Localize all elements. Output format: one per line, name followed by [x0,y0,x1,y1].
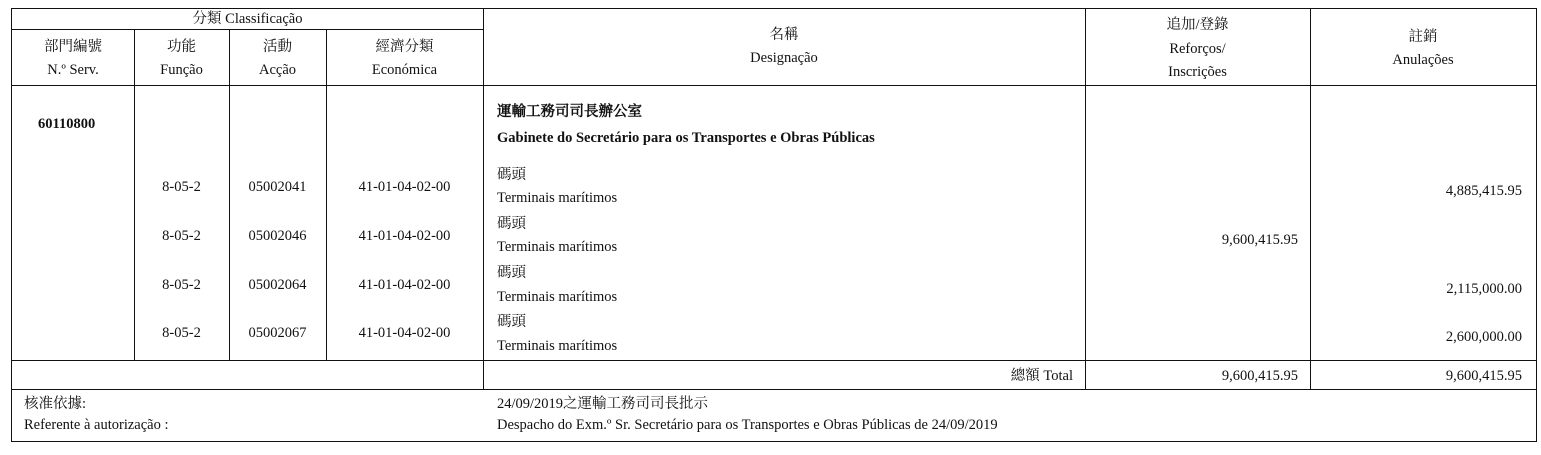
row-name-zh: 碼頭 [497,216,526,232]
row-name-zh: 碼頭 [497,265,526,281]
header-reforcos-pt2: Inscrições [1168,64,1227,80]
header-anulacoes-zh: 註銷 [1408,29,1438,45]
footer-text-zh: 24/09/2019之運輸工務司司長批示 [497,396,709,412]
footer-label-zh: 核准依據: [24,396,87,412]
row-reforcos: 9,600,415.95 [1221,232,1298,248]
rule-footer-top [12,389,1536,390]
rule-header-bottom [12,85,1536,86]
row-economica: 41-01-04-02-00 [358,228,451,244]
row-anulacoes: 2,600,000.00 [1445,329,1522,345]
rule-total-top [12,360,1536,361]
row-anulacoes: 2,115,000.00 [1446,281,1522,297]
row-accao: 05002064 [248,277,307,293]
total-anulacoes: 9,600,415.95 [1445,368,1522,384]
row-accao: 05002046 [248,228,307,244]
header-reforcos-pt1: Reforços/ [1169,41,1226,57]
header-designacao-zh: 名稱 [769,27,799,43]
row-anulacoes: 4,885,415.95 [1445,183,1522,199]
rule-classificacao [12,29,483,30]
header-serv-pt: N.º Serv. [47,62,99,78]
row-accao: 05002041 [248,179,307,195]
header-funcao-pt: Função [160,62,203,78]
entity-serv: 60110800 [38,116,96,132]
row-economica: 41-01-04-02-00 [358,179,451,195]
header-serv-zh: 部門編號 [44,39,102,55]
header-funcao-zh: 功能 [167,39,196,55]
row-funcao: 8-05-2 [162,179,201,195]
header-classificacao: 分類 Classificação [192,11,303,27]
row-name-pt: Terminais marítimos [497,338,618,354]
footer-text-pt: Despacho do Exm.º Sr. Secretário para os Transportes e Obras Públicas de 24/09/2019 [497,417,998,433]
header-anulacoes-pt: Anulações [1392,52,1454,68]
row-name-zh: 碼頭 [497,314,526,330]
header-accao-zh: 活動 [263,39,292,55]
row-economica: 41-01-04-02-00 [358,325,451,341]
header-designacao-pt: Designação [750,50,818,66]
header-reforcos-zh: 追加/登錄 [1166,17,1229,33]
total-reforcos: 9,600,415.95 [1221,368,1298,384]
header-economica-pt: Económica [371,62,438,78]
row-funcao: 8-05-2 [162,277,201,293]
row-name-pt: Terminais marítimos [497,190,618,206]
row-name-pt: Terminais marítimos [497,239,618,255]
footer-label-pt: Referente à autorização : [24,417,169,433]
row-accao: 05002067 [248,325,307,341]
entity-name-zh: 運輸工務司司長辦公室 [497,104,642,120]
header-economica-zh: 經濟分類 [375,39,434,55]
row-name-pt: Terminais marítimos [497,289,618,305]
row-name-zh: 碼頭 [497,167,526,183]
header-accao-pt: Acção [258,62,297,78]
entity-name-pt: Gabinete do Secretário para os Transportes e Obras Públicas [497,130,875,146]
row-economica: 41-01-04-02-00 [358,277,451,293]
row-funcao: 8-05-2 [162,325,201,341]
total-label: 總額 Total [1010,368,1073,384]
row-funcao: 8-05-2 [162,228,201,244]
